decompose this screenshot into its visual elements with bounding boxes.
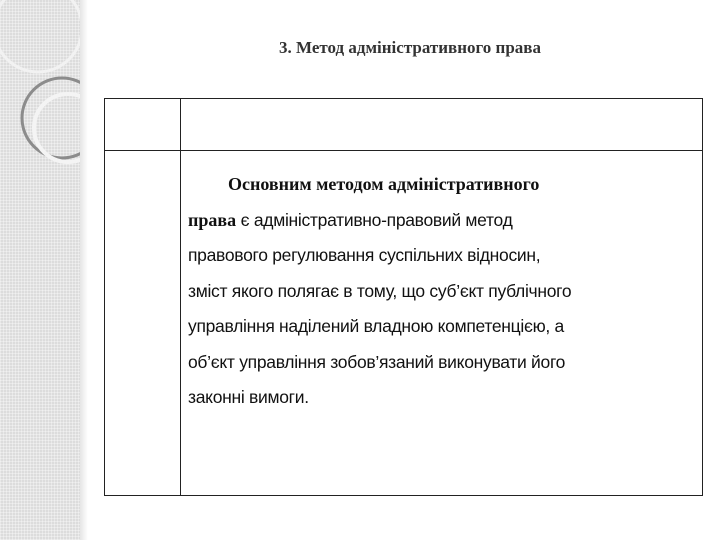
definition-table — [104, 98, 703, 496]
definition-line-5: управління наділений владною компетенцією, а — [188, 316, 564, 336]
definition-line-7: законні вимоги. — [188, 387, 309, 407]
definition-line-4: зміст якого полягає в тому, що суб’єкт публічного — [188, 280, 572, 301]
definition-line-3: правового регулювання суспільних відносин, — [188, 245, 541, 265]
side-panel-shadow — [80, 0, 88, 540]
decorative-side-panel — [0, 0, 80, 540]
definition-line-6: об’єкт управління зобов’язаний виконувати його — [188, 351, 566, 372]
definition-line — [188, 203, 698, 239]
table-column-divider — [180, 99, 181, 495]
definition-line-2-rest: є адміністративно-правовий метод — [236, 209, 513, 230]
slide-title: 3. Метод адміністративного права — [279, 38, 541, 57]
definition-term-bold: права — [188, 209, 237, 230]
definition-text — [188, 167, 698, 416]
table-row-divider — [105, 150, 702, 151]
definition-lead-bold: Основним методом адміністративного — [228, 174, 540, 194]
definition-line — [188, 167, 698, 203]
decorative-circles — [0, 0, 80, 540]
